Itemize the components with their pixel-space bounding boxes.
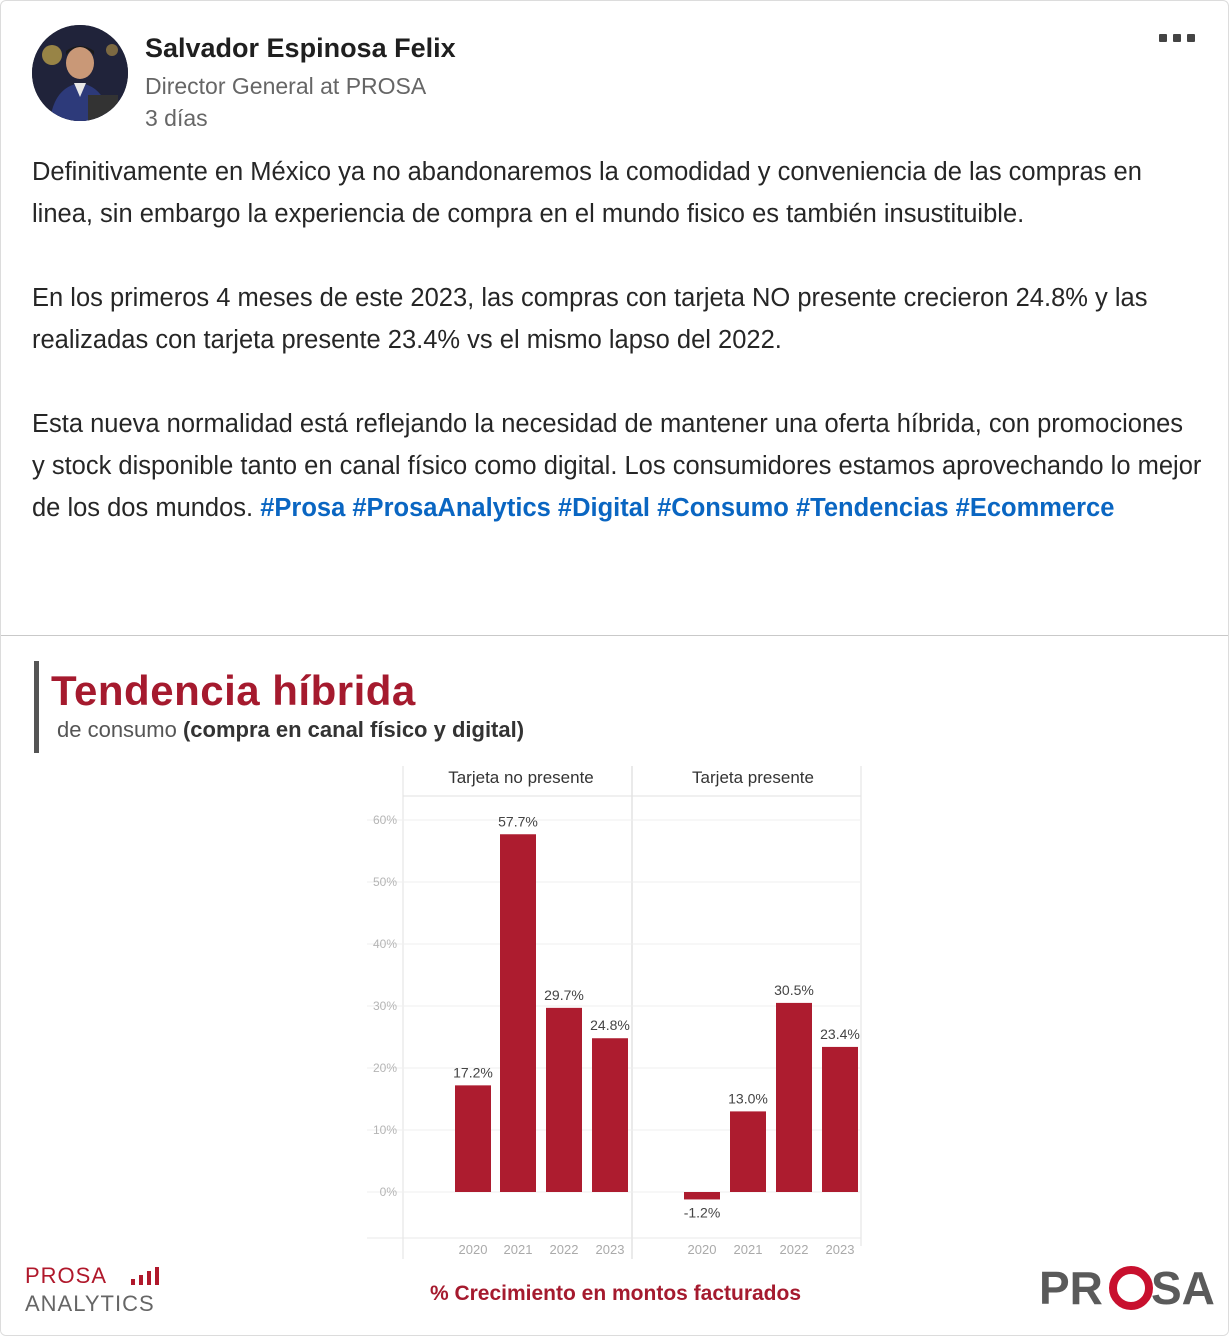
author-headline: Director General at PROSA: [145, 73, 427, 99]
bar: [730, 1111, 766, 1192]
x-tick-label: 2020: [458, 1242, 488, 1257]
bar-data-label: 24.8%: [590, 1017, 630, 1034]
hashtag-prosaanalytics[interactable]: #ProsaAnalytics: [352, 494, 551, 522]
logo-left-line1: PROSA: [25, 1263, 108, 1288]
post-paragraph-1: Definitivamente en México ya no abandonaremos la comodidad y conveniencia de las compras en linea, sin embargo la experiencia de compra en el mundo fisico es también insustituible.: [32, 158, 1142, 228]
bar-data-label: 23.4%: [820, 1025, 860, 1042]
y-tick-label: 20%: [372, 1061, 397, 1075]
author-name[interactable]: Salvador Espinosa Felix: [145, 33, 456, 63]
bar-data-label: 30.5%: [774, 981, 814, 998]
logo-right-post: SA: [1151, 1262, 1215, 1314]
x-tick-label: 2020: [687, 1242, 717, 1257]
y-tick-label: 60%: [372, 813, 397, 827]
y-tick-label: 40%: [372, 937, 397, 951]
infographic-title: Tendencia híbrida: [51, 667, 416, 714]
logo-left-line2: ANALYTICS: [25, 1291, 155, 1316]
x-tick-label: 2022: [779, 1242, 809, 1257]
bar: [455, 1085, 491, 1192]
y-tick-label: 0%: [379, 1185, 397, 1199]
hashtag-consumo[interactable]: #Consumo: [657, 494, 789, 522]
prosa-wordmark-icon: [1037, 1259, 1217, 1315]
post-paragraph-2: En los primeros 4 meses de este 2023, las compras con tarjeta NO presente crecieron 24.8% y las realizadas con tarjeta presente 23.4% vs el mismo lapso del 2022.: [32, 284, 1148, 354]
bar-data-label: 17.2%: [453, 1064, 493, 1081]
bar: [684, 1192, 720, 1199]
infographic-footer: % Crecimiento en montos facturados: [429, 1282, 802, 1305]
x-tick-label: 2021: [733, 1242, 763, 1257]
panel-title: Tarjeta presente: [692, 768, 814, 787]
y-tick-label: 30%: [372, 999, 397, 1013]
panel-title: Tarjeta no presente: [448, 768, 594, 787]
subtitle-light: de consumo: [57, 717, 183, 742]
logo-right-pre: PR: [1039, 1262, 1103, 1314]
hashtag-tendencias[interactable]: #Tendencias: [795, 494, 949, 522]
bar: [776, 1003, 812, 1192]
x-tick-label: 2021: [503, 1242, 533, 1257]
x-tick-label: 2023: [595, 1242, 625, 1257]
hashtag-ecommerce[interactable]: #Ecommerce: [955, 494, 1115, 522]
y-tick-label: 50%: [372, 875, 397, 889]
bar-data-label: 13.0%: [728, 1090, 768, 1107]
post-paragraph-3-text: Esta nueva normalidad está reflejando la necesidad de mantener una oferta híbrida, con promociones y stock disponible tanto en canal físico como digital. Los consumidores estamos aprovechando lo mejor de los dos mundos.: [32, 410, 1202, 522]
bar: [500, 834, 536, 1192]
bar-data-label: 57.7%: [498, 813, 538, 830]
bar: [592, 1038, 628, 1192]
prosa-logo: [1037, 1259, 1217, 1315]
bar: [546, 1008, 582, 1192]
hashtag-digital[interactable]: #Digital: [557, 494, 651, 522]
bar-data-label: 29.7%: [544, 986, 584, 1003]
hashtag-prosa[interactable]: #Prosa: [260, 494, 346, 522]
subtitle-bold: (compra en canal físico y digital): [182, 717, 525, 742]
bar: [822, 1047, 858, 1192]
y-tick-label: 10%: [372, 1123, 397, 1137]
bar-chart: [1, 1, 1229, 1336]
bar-data-label: -1.2%: [683, 1204, 721, 1221]
post-timestamp: 3 días: [145, 105, 208, 131]
x-tick-label: 2023: [825, 1242, 855, 1257]
x-tick-label: 2022: [549, 1242, 579, 1257]
